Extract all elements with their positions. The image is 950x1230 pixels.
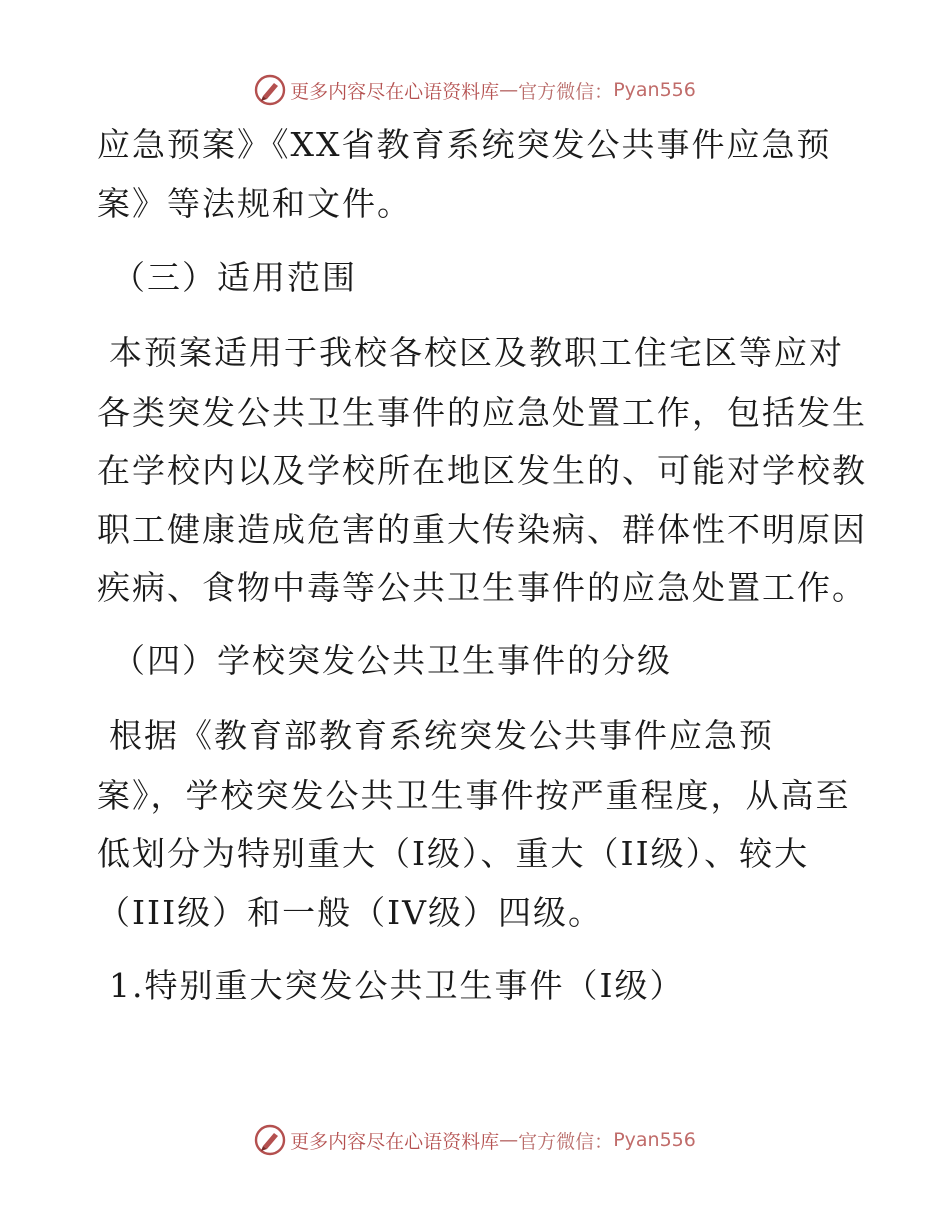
body-line-2: 案》等法规和文件。 [97, 184, 412, 223]
watermark-wechat-label: 官方微信： [518, 1130, 614, 1153]
body-line-8: 疾病、食物中毒等公共卫生事件的应急处置工作。 [97, 568, 867, 607]
body-line-7: 职工健康造成危害的重大传染病、群体性不明原因 [97, 510, 867, 549]
watermark-wechat-label: 官方微信： [518, 80, 614, 103]
watermark-main-text: 更多内容尽在心语资料库 [290, 1130, 500, 1153]
body-line-6: 在学校内以及学校所在地区发生的、可能对学校教 [97, 451, 867, 490]
pen-logo-icon [254, 74, 286, 106]
body-line-10: 根据《教育部教育系统突发公共事件应急预 [109, 716, 774, 755]
section-heading-scope: （三）适用范围 [112, 258, 357, 297]
body-line-11: 案》，学校突发公共卫生事件按严重程度，从高至 [97, 776, 851, 815]
watermark-separator: — [499, 1129, 519, 1151]
body-line-12: 低划分为特别重大（Ⅰ级）、重大（II级）、较大 [97, 834, 810, 873]
body-line-5: 各类突发公共卫生事件的应急处置工作，包括发生 [97, 393, 867, 432]
watermark-wechat-id: Pyan556 [613, 1129, 696, 1151]
pen-logo-icon [254, 1124, 286, 1156]
watermark-main-text: 更多内容尽在心语资料库 [290, 80, 500, 103]
body-line-13: （III级）和一般（IV级）四级。 [97, 893, 603, 932]
subsection-heading-level-1: 1.特别重大突发公共卫生事件（Ⅰ级） [109, 966, 685, 1005]
footer-watermark [0, 1120, 950, 1160]
watermark-separator: — [499, 79, 519, 101]
header-watermark [0, 70, 950, 110]
watermark-wechat-id: Pyan556 [613, 79, 696, 101]
body-line-4: 本预案适用于我校各校区及教职工住宅区等应对 [109, 333, 844, 372]
body-line-1: 应急预案》《XX省教育系统突发公共事件应急预 [97, 125, 832, 164]
section-heading-classification: （四）学校突发公共卫生事件的分级 [112, 641, 672, 680]
